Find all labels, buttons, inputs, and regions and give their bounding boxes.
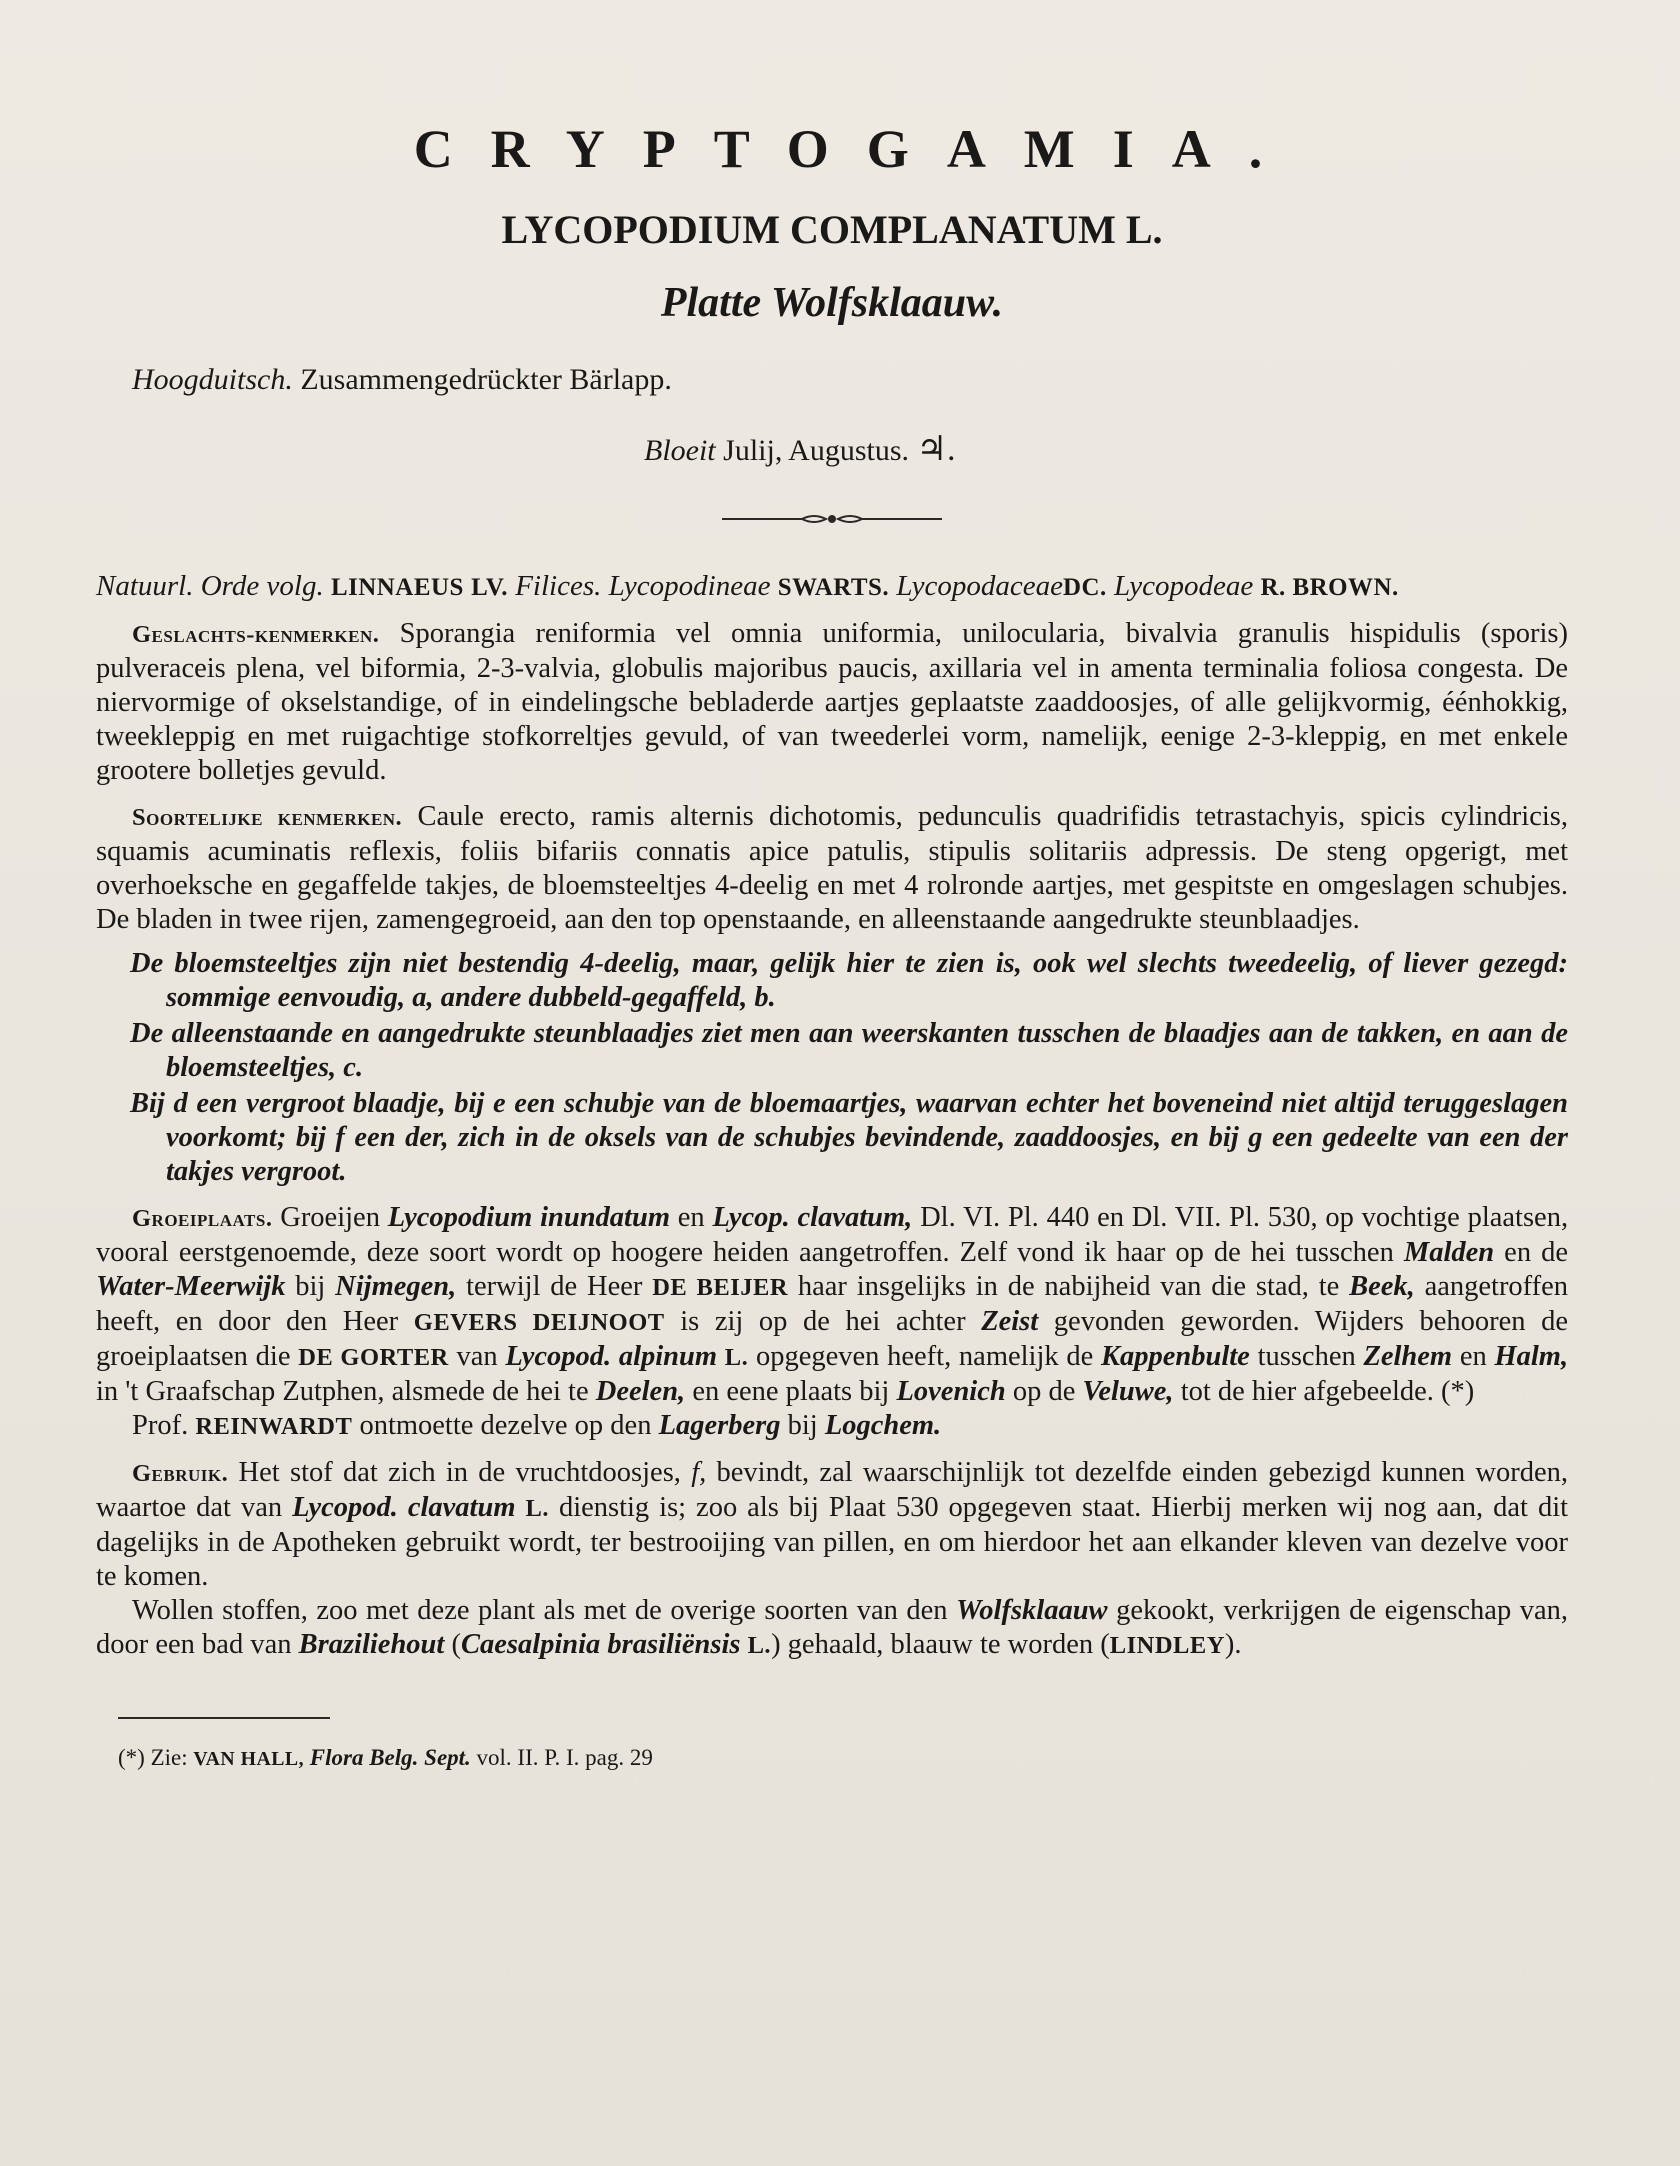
taxon-name: Lycopod. alpinum: [505, 1341, 718, 1372]
footnote-ref: vol. II. P. I. pag. 29: [476, 1745, 653, 1770]
species-label: Soortelijke kenmerken.: [132, 804, 403, 831]
place-name: Nijmegen,: [335, 1271, 457, 1302]
text-run: bij: [787, 1410, 818, 1441]
text-run: Wollen stoffen, zoo met deze plant als met de overige soorten van den: [132, 1595, 948, 1626]
species-name: LYCOPODIUM COMPLANATUM L.: [501, 207, 1163, 252]
taxon-name: Lycopod. clavatum: [292, 1492, 516, 1523]
taxon-name: Braziliehout: [298, 1629, 445, 1660]
text-run: tusschen: [1257, 1341, 1356, 1372]
text-run: gevonden geworden. Wijders behooren de groeiplaatsen die: [96, 1306, 1569, 1372]
figure-note: De bloemsteeltjes zijn niet bestendig 4-deelig, maar, gelijk hier te zien is, ook wel slechts tweedeelig, of liever gezegd: sommige eenvoudig, a, andere dubbeld-gegaffeld, b.: [130, 948, 1568, 1013]
use-paragraph-cont: [96, 1594, 1568, 1663]
footnote-rule: [118, 1717, 330, 1719]
person-name: GEVERS DEIJNOOT: [413, 1309, 665, 1336]
habitat-label: Groeiplaats.: [132, 1205, 273, 1232]
text-run: van: [456, 1341, 498, 1372]
footnote-mark: (*) Zie:: [118, 1745, 188, 1770]
footnote: [118, 1745, 1568, 1771]
place-name: Beek,: [1349, 1271, 1415, 1302]
place-name: Water-Meerwijk: [96, 1271, 286, 1302]
text-run: bij: [295, 1271, 326, 1302]
text-run: ).: [1224, 1629, 1242, 1660]
german-label: Hoogduitsch.: [132, 363, 293, 396]
place-name: Lovenich: [896, 1376, 1006, 1407]
use-paragraph: [96, 1456, 1568, 1594]
text-run: opgegeven heeft, namelijk de: [755, 1341, 1094, 1372]
text-run: Dl. VI. Pl. 440 en Dl. VII. Pl. 530, op vochtige plaatsen, vooral eerstgenoemde, deze soort wordt op hoogere heiden aangetroffen. Zelf vond ik haar op de hei tusschen: [96, 1202, 1569, 1268]
order-linnaeus: LINNAEUS: [330, 574, 464, 601]
text-run: is zij op de hei achter: [680, 1306, 966, 1337]
species-text: Caule erecto, ramis alternis dichotomis, pedunculis quadrifidis tetrastachyis, spicis cylindricis, squamis acuminatis reflexis, foliis bifariis connatis apice patulis, stipulis solitariis adpressis. De steng opgerigt, met overhoeksche en gegaffelde takjes, de bloemsteeltjes 4-deelig en met 4 rolronde aartjes, met gespitste en omgeslagen schubjes. De bladen in twee rijen, zamengegroeid, aan den top openstaande, en alleenstaande aangedrukte steunblaadjes.: [96, 801, 1568, 935]
flowering-months: Julij, Augustus.: [723, 434, 910, 467]
footnote-work: Flora Belg. Sept.: [309, 1745, 471, 1770]
species-characters: [96, 800, 1568, 937]
text-run: in 't Graafschap Zutphen, alsmede de hei te: [96, 1376, 589, 1407]
text-run: aangetroffen heeft, en door den Heer: [96, 1271, 1569, 1337]
text-run: ontmoette dezelve op den: [359, 1410, 652, 1441]
person-name: DE BEIJER: [652, 1274, 789, 1301]
use-label: Gebruik.: [132, 1460, 229, 1487]
text-run: (: [451, 1629, 461, 1660]
order-lycopodineae: Lycopodineae: [608, 570, 771, 602]
taxon-name: Lycop. clavatum,: [712, 1202, 913, 1233]
figure-notes: [96, 947, 1568, 1189]
text-run: tot de hier afgebeelde. (*): [1180, 1376, 1475, 1407]
order-brown: R. BROWN.: [1260, 574, 1399, 601]
place-name: Malden: [1403, 1237, 1495, 1268]
order-lv: LV.: [471, 574, 508, 601]
genus-text: Sporangia reniformia vel omnia uniformia, unilocularia, bivalvia granulis hispidulis (sporis) pulveraceis plena, vel biformia, 2-3-valvia, globulis majoribus paucis, axillaria vel in amenta terminalia foliosa congesta. De niervormige of okselstandige, of in eindelingsche bebladerde aartjes geplaatste zaaddoosjes, of alle gelijkvormig, éénhokkig, tweekleppig en met ruigachtige stofkorreltjes gevuld, of van tweederlei vorm, namelijk, eenige 2-3-kleppig, en met enkele grootere bolletjes gevuld.: [96, 618, 1569, 786]
place-name: Halm,: [1494, 1341, 1569, 1372]
habitat-paragraph: [96, 1201, 1568, 1409]
order-dc: DC.: [1063, 574, 1107, 601]
place-name: Zelhem: [1363, 1341, 1453, 1372]
flowering-label: Bloeit: [644, 434, 716, 467]
place-name: Logchem.: [824, 1410, 942, 1441]
person-name: LINDLEY: [1109, 1632, 1225, 1659]
order-label: Natuurl. Orde volg.: [96, 570, 324, 602]
place-name: Zeist: [981, 1306, 1039, 1337]
footnote-author: VAN HALL,: [193, 1748, 305, 1770]
text-run: dienstig is; zoo als bij Plaat 530 opgegeven staat. Hierbij merken wij nog aan, dat dit dagelijks in de Apotheken gebruikt wordt, ter bestrooijing van pillen, en om hierdoor het aan elkander kleven van dezelve voor te komen.: [96, 1492, 1569, 1592]
text-run: haar insgelijks in de nabijheid van die stad, te: [797, 1271, 1340, 1302]
taxon-name: Lycopodium inundatum: [387, 1202, 670, 1233]
text-run: en eene plaats bij: [692, 1376, 890, 1407]
ornament-divider-icon: [722, 511, 942, 527]
natural-order-line: [96, 569, 1568, 605]
german-name-line: [132, 363, 1568, 397]
taxon-name: Wolfsklaauw: [956, 1595, 1108, 1626]
order-lycopodaceae: Lycopodaceae: [896, 570, 1063, 602]
text-run: Het stof dat zich in de vruchtdoosjes,: [238, 1457, 681, 1488]
order-swarts: SWARTS.: [777, 574, 890, 601]
text-run: gekookt, verkrijgen de eigenschap van, door een bad van: [96, 1595, 1568, 1660]
figure-note: De alleenstaande en aangedrukte steunblaadjes ziet men aan weerskanten tusschen de blaadjes aan de takken, en aan de bloemsteeltjes, c.: [130, 1018, 1568, 1083]
figure-note: Bij d een vergroot blaadje, bij e een schubje van de bloemaartjes, waarvan echter het boveneind niet altijd teruggeslagen voorkomt; bij f een der, zich in de oksels van de schubjes bevindende, zaaddoosjes, en bij g een gedeelte van een der takjes vergroot.: [130, 1088, 1568, 1187]
text-run: bevindt, zal waarschijnlijk tot dezelfde einden gebezigd kunnen worden, waartoe dat van: [96, 1457, 1568, 1523]
habitat-paragraph-cont: [96, 1409, 1568, 1444]
place-name: Lagerberg: [658, 1410, 781, 1441]
author-abbrev: L.: [747, 1632, 772, 1659]
genus-characters: [96, 617, 1568, 788]
text-run: en: [1459, 1341, 1487, 1372]
genus-label: Geslachts-kenmerken.: [132, 621, 380, 648]
place-name: Kappenbulte: [1100, 1341, 1250, 1372]
text-run: en: [677, 1202, 705, 1233]
person-name: DE GORTER: [298, 1344, 449, 1371]
place-name: Veluwe,: [1082, 1376, 1174, 1407]
page-title: CRYPTOGAMIA.: [413, 119, 1301, 179]
taxon-name: Caesalpinia brasiliënsis: [460, 1629, 741, 1660]
text-run: Groeijen: [280, 1202, 380, 1233]
flowering-line: [644, 429, 1568, 469]
place-name: Deelen,: [595, 1376, 686, 1407]
text-run: op de: [1012, 1376, 1076, 1407]
order-lycopodeae: Lycopodeae: [1114, 570, 1254, 602]
text-run: terwijl de Heer: [466, 1271, 643, 1302]
german-name: Zusammengedrückter Bärlapp.: [300, 363, 672, 396]
text-run: en de: [1504, 1237, 1568, 1268]
text-run: Prof.: [132, 1410, 189, 1441]
perennial-symbol: ♃.: [916, 431, 956, 468]
common-name: Platte Wolfsklaauw.: [660, 280, 1004, 326]
text-run: ) gehaald, blaauw te worden (: [771, 1629, 1110, 1660]
figure-letter: f,: [691, 1457, 707, 1488]
order-filices: Filices.: [515, 570, 602, 602]
author-abbrev: L.: [724, 1344, 749, 1371]
author-abbrev: L.: [525, 1495, 549, 1522]
person-name: REINWARDT: [195, 1413, 353, 1440]
